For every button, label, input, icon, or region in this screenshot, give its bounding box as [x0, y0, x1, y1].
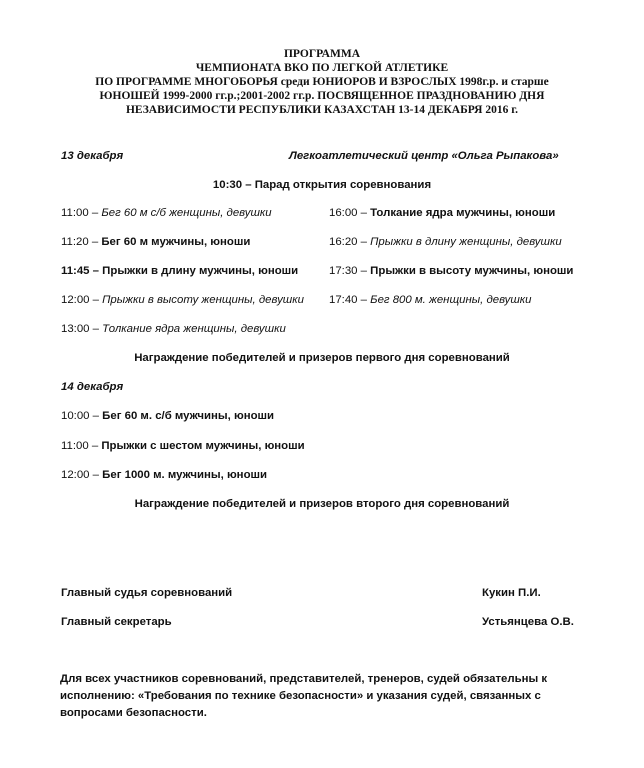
event-name: Бег 60 м. с/б мужчины, юноши: [102, 410, 275, 422]
event-time: 11:00 –: [61, 207, 102, 219]
event-name: Прыжки в высоту мужчины, юноши: [370, 265, 574, 277]
event-time: 17:40 –: [329, 294, 371, 306]
event-item: [61, 206, 272, 220]
event-name: Толкание ядра мужчины, юноши: [370, 207, 556, 219]
event-time: 12:00 –: [61, 469, 103, 481]
day2-date: 14 декабря: [61, 381, 124, 393]
chief-secretary-name: Устьянцева О.В.: [482, 616, 574, 628]
event-name: Бег 60 м с/б женщины, девушки: [101, 207, 272, 219]
event-item: [61, 322, 286, 336]
event-time: 16:20 –: [329, 236, 371, 248]
day1-date: 13 декабря: [61, 150, 124, 162]
chief-judge-role: Главный судья соревнований: [61, 587, 233, 599]
chief-judge-name: Кукин П.И.: [482, 587, 541, 599]
event-item: [61, 293, 304, 307]
chief-secretary-role: Главный секретарь: [61, 616, 172, 628]
event-name: Бег 60 м мужчины, юноши: [101, 236, 251, 248]
header-line: ПРОГРАММА: [283, 48, 361, 60]
safety-note: Для всех участников соревнований, представителей, тренеров, судей обязательны к исполнению: «Требования по технике безопасности» и указания судей, связанных с вопросами безопасности.: [60, 673, 548, 719]
event-time: 16:00 –: [329, 207, 371, 219]
event-name: Прыжки в высоту женщины, девушки: [102, 294, 304, 306]
event-time: 11:45 –: [61, 265, 103, 277]
event-name: Бег 1000 м. мужчины, юноши: [102, 469, 268, 481]
event-item: [61, 409, 274, 423]
event-item: [329, 206, 555, 220]
event-time: 11:20 –: [61, 236, 102, 248]
header-line: ЧЕМПИОНАТА ВКО ПО ЛЕГКОЙ АТЛЕТИКЕ: [195, 62, 449, 74]
event-name: Бег 800 м. женщины, девушки: [370, 294, 532, 306]
event-time: 13:00 –: [61, 323, 103, 335]
opening-ceremony: 10:30 – Парад открытия соревнования: [212, 179, 432, 191]
header-line: НЕЗАВИСИМОСТИ РЕСПУБЛИКИ КАЗАХСТАН 13-14 ДЕКАБРЯ 2016 г.: [125, 104, 519, 116]
event-name: Прыжки с шестом мужчины, юноши: [101, 440, 305, 452]
awards-day2: Награждение победителей и призеров второго дня соревнований: [134, 498, 510, 510]
event-item: [61, 439, 305, 453]
event-time: 11:00 –: [61, 440, 102, 452]
event-name: Прыжки в длину женщины, девушки: [370, 236, 562, 248]
header-line: ПО ПРОГРАММЕ МНОГОБОРЬЯ среди ЮНИОРОВ И ВЗРОСЛЫХ 1998г.р. и старше: [95, 76, 549, 88]
event-item: [61, 235, 250, 249]
event-item: [61, 468, 267, 482]
event-time: 12:00 –: [61, 294, 103, 306]
event-item: [329, 293, 532, 307]
event-item: [329, 235, 562, 249]
event-name: Прыжки в длину мужчины, юноши: [102, 265, 299, 277]
event-time: 10:00 –: [61, 410, 103, 422]
program-header: [0, 47, 644, 117]
venue: Легкоатлетический центр «Ольга Рыпакова»: [289, 150, 559, 162]
header-line: ЮНОШЕЙ 1999-2000 гг.р.;2001-2002 гг.р. ПОСВЯЩЕННОЕ ПРАЗДНОВАНИЮ ДНЯ: [99, 90, 545, 102]
event-item: [61, 264, 298, 278]
awards-day1: Награждение победителей и призеров первого дня соревнований: [134, 352, 510, 364]
event-time: 17:30 –: [329, 265, 371, 277]
event-name: Толкание ядра женщины, девушки: [102, 323, 286, 335]
event-item: [329, 264, 573, 278]
